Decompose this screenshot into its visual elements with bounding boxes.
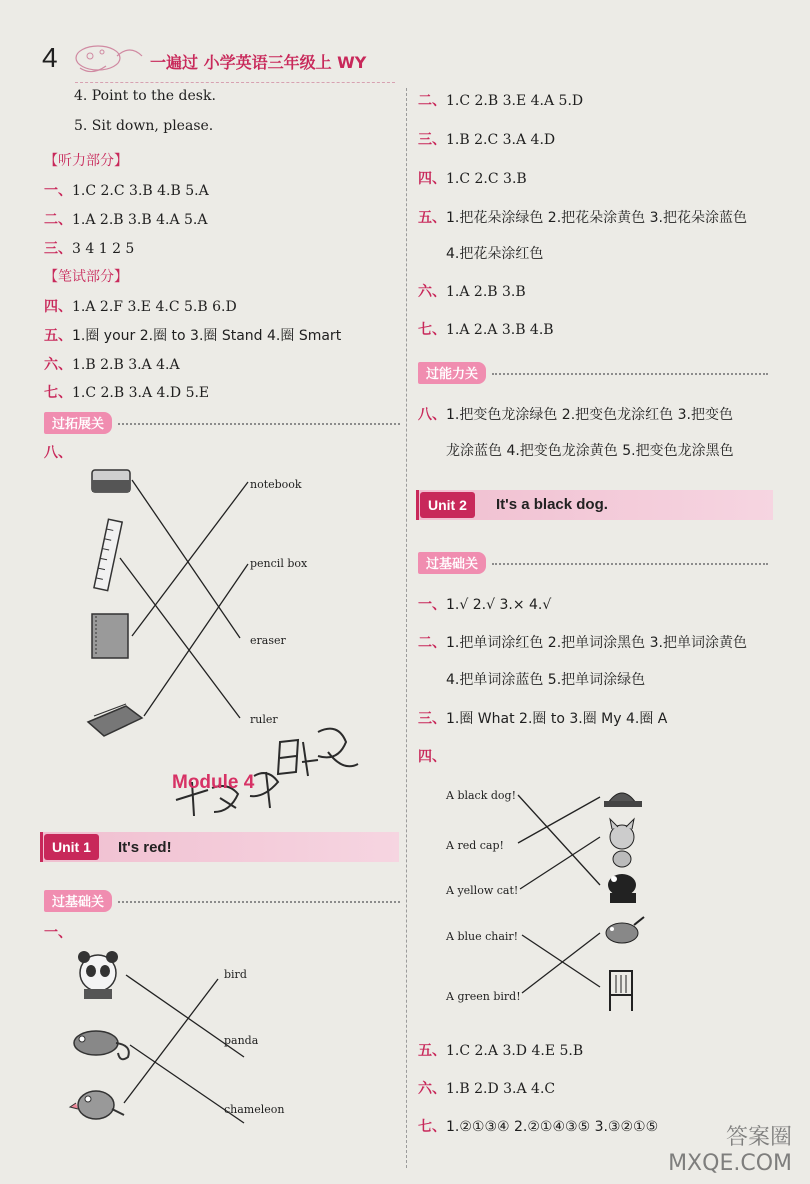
question-marker: 四、: [418, 749, 446, 765]
question-marker: 七、: [44, 385, 72, 401]
unit-title: It's red!: [118, 839, 172, 856]
answer-text: 1.A 2.F 3.E 4.C 5.B 6.D: [72, 299, 237, 315]
match-word: panda: [224, 1034, 259, 1047]
answer-line: [44, 209, 208, 229]
answer-line: [418, 168, 527, 188]
badge-basic: 过基础关: [44, 890, 112, 912]
match-sentence: A yellow cat!: [446, 884, 519, 897]
answer-line: [44, 238, 134, 258]
matching-illustration-school-items: [80, 460, 280, 750]
chameleon-icon: [74, 1031, 129, 1059]
handwritten-scribble: [168, 712, 398, 822]
match-word: chameleon: [224, 1103, 285, 1116]
answer-line: [418, 1078, 555, 1098]
answer-text: 1.A 2.B 3.B 4.A 5.A: [72, 212, 208, 228]
header-divider: [75, 82, 395, 83]
answer-line: [446, 669, 645, 689]
answer-text: 1.把花朵涂绿色 2.把花朵涂黄色 3.把花朵涂蓝色: [446, 210, 747, 226]
section-title-written: 【笔试部分】: [44, 269, 128, 285]
answer-line: [44, 354, 180, 374]
question-marker: 四、: [418, 171, 446, 187]
answer-line: [418, 708, 667, 728]
watermark: [668, 1125, 792, 1176]
notebook-icon: [92, 614, 128, 658]
answer-text: 1.C 2.C 3.B: [446, 171, 527, 187]
question-marker: 八、: [44, 445, 72, 461]
answer-line: [418, 319, 554, 339]
answer-line: [418, 1040, 583, 1060]
panda-icon: [78, 951, 118, 999]
question-marker: 七、: [418, 322, 446, 338]
answer-text: 1.圈 What 2.圈 to 3.圈 My 4.圈 A: [446, 711, 668, 727]
answer-line: [44, 382, 209, 402]
pencil-box-icon: [88, 704, 142, 736]
answer-text: 1.C 2.C 3.B 4.B 5.A: [72, 183, 209, 199]
answer-text: 1.把变色龙涂绿色 2.把变色龙涂红色 3.把变色: [446, 407, 733, 423]
badge-dotted-line: [118, 901, 400, 903]
match-word: ruler: [250, 713, 278, 726]
question-marker: 一、: [44, 925, 72, 941]
question-marker: 一、: [418, 597, 446, 613]
answer-text: 1.圈 your 2.圈 to 3.圈 Stand 4.圈 Smart: [72, 328, 342, 344]
dog-icon: [608, 874, 636, 903]
badge-dotted-line: [118, 423, 400, 425]
answer-text: 1.A 2.B 3.B: [446, 284, 526, 300]
eraser-icon: [92, 470, 130, 492]
answer-text: 1.C 2.A 3.D 4.E 5.B: [446, 1043, 584, 1059]
question-marker: 五、: [418, 1043, 446, 1059]
answer-line: [446, 243, 543, 263]
ruler-icon: [94, 519, 122, 590]
answer-line: [418, 1116, 658, 1136]
cat-icon: [610, 819, 634, 867]
match-sentence: A red cap!: [446, 839, 504, 852]
question-marker: 一、: [44, 183, 72, 199]
page-number: 4: [42, 42, 58, 73]
badge-basic: 过基础关: [418, 552, 486, 574]
answer-text: 龙涂蓝色 4.把变色龙涂黄色 5.把变色龙涂黑色: [446, 443, 734, 459]
answer-line: [418, 90, 583, 110]
match-word: pencil box: [250, 557, 308, 570]
answer-text: 1.②①③④ 2.②①④③⑤ 3.③②①⑤: [446, 1119, 659, 1135]
answer-line: [44, 180, 209, 200]
unit-title: It's a black dog.: [496, 496, 608, 513]
answer-text: 4.把单词涂蓝色 5.把单词涂绿色: [446, 672, 646, 688]
answer-line: [418, 281, 526, 301]
match-word: eraser: [250, 634, 286, 647]
question-marker: 六、: [44, 357, 72, 373]
badge-ability: 过能力关: [418, 362, 486, 384]
matching-illustration-sentences: [510, 775, 670, 1015]
answer-text: 1.C 2.B 3.A 4.D 5.E: [72, 385, 210, 401]
question-marker: 二、: [44, 212, 72, 228]
badge-expand: 过拓展关: [44, 412, 112, 434]
text-line: 5. Sit down, please.: [74, 118, 214, 134]
answer-text: 1.B 2.D 3.A 4.C: [446, 1081, 556, 1097]
question-marker: 六、: [418, 284, 446, 300]
match-word: notebook: [250, 478, 302, 491]
question-marker: 二、: [418, 93, 446, 109]
answer-text: 1.C 2.B 3.E 4.A 5.D: [446, 93, 584, 109]
answer-line: [418, 207, 747, 227]
unit-tag: Unit 2: [420, 492, 475, 518]
answer-line: [418, 746, 446, 766]
cap-icon: [604, 793, 642, 807]
bird-icon: [606, 917, 644, 943]
question-marker: 二、: [418, 635, 446, 651]
answer-text: 1.B 2.C 3.A 4.D: [446, 132, 556, 148]
question-marker: 四、: [44, 299, 72, 315]
module-title: Module 4: [172, 772, 255, 793]
question-marker: 七、: [418, 1119, 446, 1135]
answer-text: 1.B 2.B 3.A 4.A: [72, 357, 180, 373]
unit-tag: Unit 1: [44, 834, 99, 860]
column-divider: [406, 88, 407, 1168]
question-marker: 六、: [418, 1081, 446, 1097]
question-marker: 八、: [418, 407, 446, 423]
answer-text: 1.√ 2.√ 3.× 4.√: [446, 597, 552, 613]
chair-icon: [610, 971, 632, 1011]
badge-dotted-line: [492, 373, 768, 375]
match-sentence: A blue chair!: [446, 930, 519, 943]
answer-line: [418, 632, 747, 652]
answer-line: [418, 129, 555, 149]
question-marker: 三、: [418, 711, 446, 727]
question-marker: 五、: [418, 210, 446, 226]
question-marker: 五、: [44, 328, 72, 344]
answer-line: [44, 325, 341, 345]
question-marker: 三、: [418, 132, 446, 148]
brand-title: 一遍过 小学英语三年级上 WY: [150, 53, 367, 72]
match-sentence: A black dog!: [446, 789, 517, 802]
answer-line: [446, 440, 734, 460]
answer-line: [44, 296, 237, 316]
answer-text: 1.把单词涂红色 2.把单词涂黑色 3.把单词涂黄色: [446, 635, 747, 651]
match-word: bird: [224, 968, 247, 981]
bird-icon: [70, 1091, 124, 1119]
answer-text: 1.A 2.A 3.B 4.B: [446, 322, 554, 338]
question-marker: 三、: [44, 241, 72, 257]
watermark-line: MXQE.COM: [668, 1150, 792, 1176]
text-line: 4. Point to the desk.: [74, 88, 216, 104]
watermark-line: 答案圈: [725, 1125, 792, 1151]
match-sentence: A green bird!: [446, 990, 521, 1003]
section-title-listening: 【听力部分】: [44, 153, 128, 169]
answer-text: 4.把花朵涂红色: [446, 246, 544, 262]
answer-line: [418, 404, 733, 424]
answer-text: 3 4 1 2 5: [72, 241, 135, 257]
answer-line: [418, 594, 551, 614]
badge-dotted-line: [492, 563, 768, 565]
